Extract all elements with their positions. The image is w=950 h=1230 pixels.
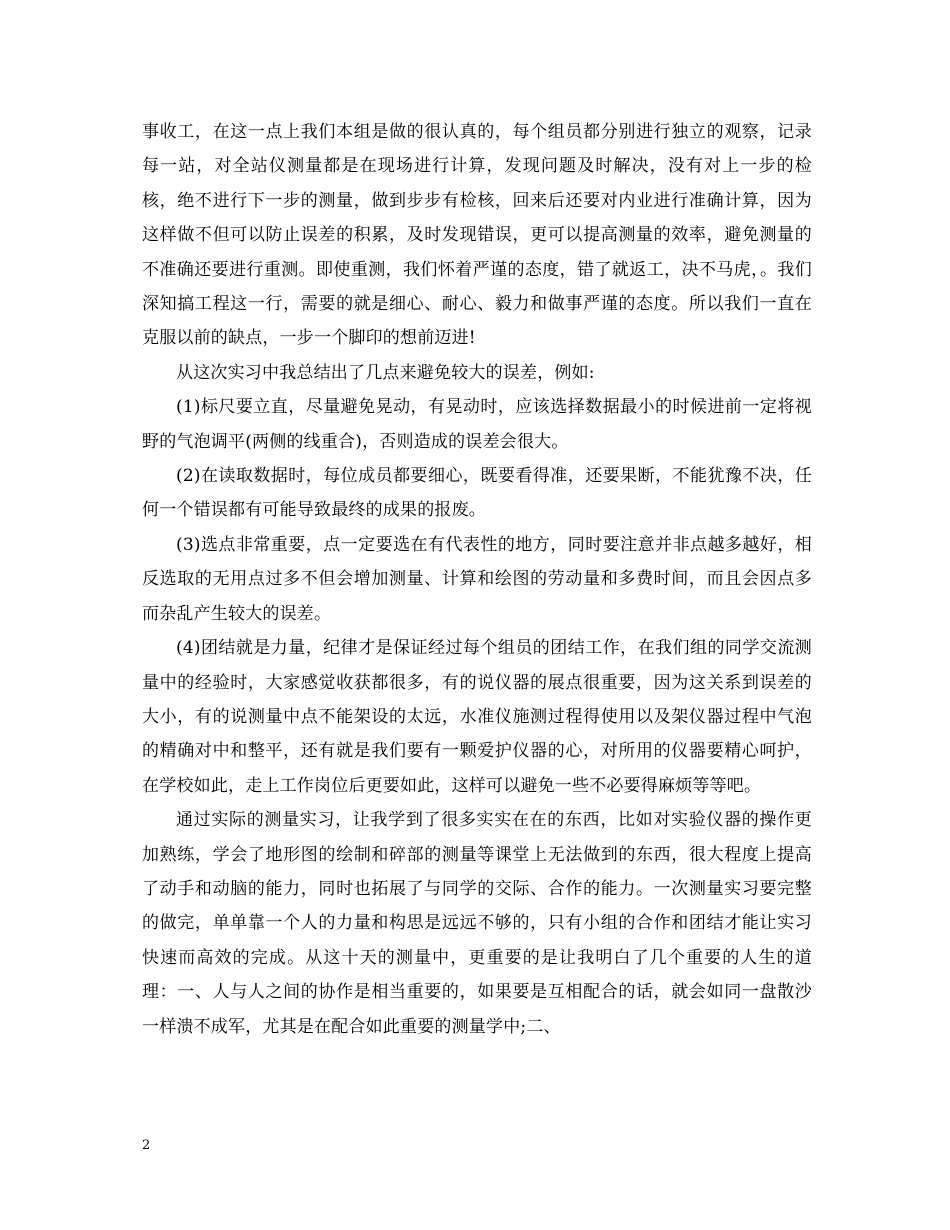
paragraph-point-2: (2)在读取数据时，每位成员都要细心，既要看得准，还要果断，不能犹豫不决，任何一个错误都有可能导致最终的成果的报废。 — [142, 466, 812, 521]
paragraph-summary-intro: 从这次实习中我总结出了几点来避免较大的误差，例如: — [176, 362, 595, 383]
paragraph-continuation: 事收工，在这一点上我们本组是做的很认真的，每个组员都分别进行独立的观察，记录每一站，对全站仪测量都是在现场进行计算，发现问题及时解决，没有对上一步的检核，绝不进行下一步的测量，做到步步有检核，回来后还要对内业进行准确计算，因为这样做不但可以防止误差的积累，及时发现错误，更可以提高测量的效率，避免测量的不准确还要进行重测。即使重测，我们怀着严谨的态度，错了就返工，决不马虎，。我们深知搞工程这一行，需要的就是细心、耐心、毅力和做事严谨的态度。所以我们一直在克服以前的缺点，一步一个脚印的想前迈进! — [142, 122, 812, 349]
paragraph-point-4: (4)团结就是力量，纪律才是保证经过每个组员的团结工作，在我们组的同学交流测量中的经验时，大家感觉收获都很多，有的说仪器的展点很重要，因为这关系到误差的大小，有的说测量中点不能架设的太远，水准仪施测过程得使用以及架仪器过程中气泡的精确对中和整平，还有就是我们要有一颗爱护仪器的心，对所用的仪器要精心呵护，在学校如此，走上工作岗位后更要如此，这样可以避免一些不必要得麻烦等等吧。 — [142, 638, 812, 796]
page-number: 2 — [142, 1138, 151, 1153]
paragraph-conclusion: 通过实际的测量实习，让我学到了很多实实在在的东西，比如对实验仪器的操作更加熟练，学会了地形图的绘制和碎部的测量等课堂上无法做到的东西，很大程度上提高了动手和动脑的能力，同时也拓展了与同学的交际、合作的能力。一次测量实习要完整的做完，单单靠一个人的力量和构思是远远不够的，只有小组的合作和团结才能让实习快速而高效的完成。从这十天的测量中，更重要的是让我明白了几个重要的人生的道理：一、人与人之间的协作是相当重要的，如果要是互相配合的话，就会如同一盘散沙一样溃不成军，尤其是在配合如此重要的测量学中;二、 — [142, 810, 812, 1037]
paragraph-point-1: (1)标尺要立直，尽量避免晃动，有晃动时，应该选择数据最小的时候进前一定将视野的气泡调平(两侧的线重合)，否则造成的误差会很大。 — [142, 397, 812, 452]
paragraph-point-3: (3)选点非常重要，点一定要选在有代表性的地方，同时要注意并非点越多越好，相反选取的无用点过多不但会增加测量、计算和绘图的劳动量和多费时间，而且会因点多而杂乱产生较大的误差。 — [142, 534, 812, 624]
document-body — [142, 115, 812, 1044]
